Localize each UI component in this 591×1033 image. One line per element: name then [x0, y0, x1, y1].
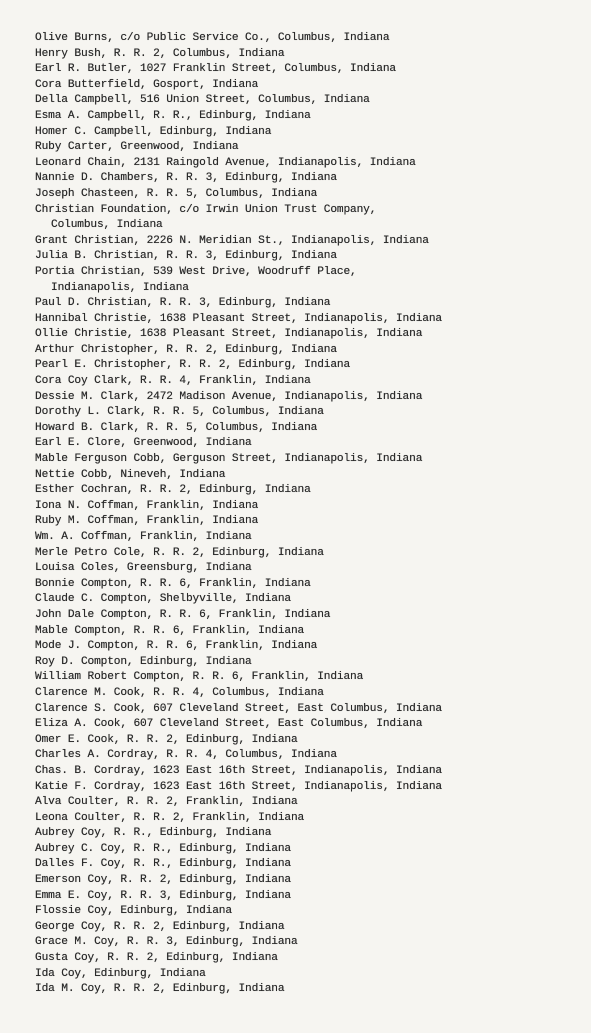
list-item: Ruby Carter, Greenwood, Indiana — [35, 141, 239, 154]
address-list — [35, 31, 575, 998]
list-item: Mode J. Compton, R. R. 6, Franklin, Indiana — [35, 640, 318, 653]
list-item: Ollie Christie, 1638 Pleasant Street, Indianapolis, Indiana — [35, 328, 423, 341]
list-item: Mable Compton, R. R. 6, Franklin, Indiana — [35, 624, 305, 637]
list-item: Indianapolis, Indiana — [51, 281, 189, 294]
list-item: Christian Foundation, c/o Irwin Union Trust Company, — [35, 203, 377, 216]
list-item: Julia B. Christian, R. R. 3, Edinburg, Indiana — [35, 250, 337, 263]
list-item: Emma E. Coy, R. R. 3, Edinburg, Indiana — [35, 889, 291, 902]
list-item: Olive Burns, c/o Public Service Co., Columbus, Indiana — [35, 32, 390, 44]
list-item: Pearl E. Christopher, R. R. 2, Edinburg, Indiana — [35, 359, 351, 372]
list-item: Roy D. Compton, Edinburg, Indiana — [35, 655, 252, 668]
list-item: Wm. A. Coffman, Franklin, Indiana — [35, 531, 252, 543]
list-item: Claude C. Compton, Shelbyville, Indiana — [35, 593, 291, 606]
list-item: Alva Coulter, R. R. 2, Franklin, Indiana — [35, 796, 298, 809]
list-item: Iona N. Coffman, Franklin, Indiana — [35, 499, 259, 512]
list-item: Howard B. Clark, R. R. 5, Columbus, Indiana — [35, 421, 318, 434]
list-item: Flossie Coy, Edinburg, Indiana — [35, 905, 232, 918]
list-item: Nettie Cobb, Nineveh, Indiana — [35, 468, 226, 481]
list-item: Grant Christian, 2226 N. Meridian St., Indianapolis, Indiana — [35, 234, 429, 247]
list-item: Aubrey C. Coy, R. R., Edinburg, Indiana — [35, 842, 291, 855]
list-item: Cora Butterfield, Gosport, Indiana — [35, 78, 259, 91]
list-item: Columbus, Indiana — [51, 219, 163, 232]
list-item: Homer C. Campbell, Edinburg, Indiana — [35, 125, 272, 138]
list-item: Ida M. Coy, R. R. 2, Edinburg, Indiana — [35, 983, 285, 996]
list-item: Mable Ferguson Cobb, Gerguson Street, Indianapolis, Indiana — [35, 453, 423, 466]
list-item: Hannibal Christie, 1638 Pleasant Street, Indianapolis, Indiana — [35, 312, 442, 325]
list-item: Henry Bush, R. R. 2, Columbus, Indiana — [35, 47, 285, 60]
list-item: Della Campbell, 516 Union Street, Columbus, Indiana — [35, 94, 370, 107]
list-item: Nannie D. Chambers, R. R. 3, Edinburg, Indiana — [35, 172, 337, 185]
list-item: Esma A. Campbell, R. R., Edinburg, Indiana — [35, 109, 311, 122]
list-item: Cora Coy Clark, R. R. 4, Franklin, Indiana — [35, 375, 311, 388]
list-item: Eliza A. Cook, 607 Cleveland Street, East Columbus, Indiana — [35, 718, 423, 731]
list-item: Dalles F. Coy, R. R., Edinburg, Indiana — [35, 858, 291, 871]
list-item: Omer E. Cook, R. R. 2, Edinburg, Indiana — [35, 733, 298, 746]
list-item: Chas. B. Cordray, 1623 East 16th Street, Indianapolis, Indiana — [35, 764, 442, 777]
list-item: Clarence M. Cook, R. R. 4, Columbus, Indiana — [35, 686, 324, 699]
list-item: Arthur Christopher, R. R. 2, Edinburg, Indiana — [35, 343, 337, 356]
list-item: Esther Cochran, R. R. 2, Edinburg, Indiana — [35, 484, 311, 497]
list-item: Ida Coy, Edinburg, Indiana — [35, 967, 206, 980]
list-item: Gusta Coy, R. R. 2, Edinburg, Indiana — [35, 952, 278, 965]
list-item: Joseph Chasteen, R. R. 5, Columbus, Indiana — [35, 187, 318, 200]
list-item: Portia Christian, 539 West Drive, Woodruff Place, — [35, 265, 357, 278]
list-item: Emerson Coy, R. R. 2, Edinburg, Indiana — [35, 874, 291, 887]
list-item: Ruby M. Coffman, Franklin, Indiana — [35, 515, 259, 528]
list-item: George Coy, R. R. 2, Edinburg, Indiana — [35, 920, 285, 933]
list-item: Clarence S. Cook, 607 Cleveland Street, East Columbus, Indiana — [35, 702, 442, 715]
list-item: Katie F. Cordray, 1623 East 16th Street, Indianapolis, Indiana — [35, 780, 442, 793]
list-item: Merle Petro Cole, R. R. 2, Edinburg, Indiana — [35, 546, 324, 559]
list-item: John Dale Compton, R. R. 6, Franklin, Indiana — [35, 608, 331, 621]
list-item: Grace M. Coy, R. R. 3, Edinburg, Indiana — [35, 936, 298, 949]
list-item: William Robert Compton, R. R. 6, Franklin, Indiana — [35, 671, 364, 684]
list-item: Earl E. Clore, Greenwood, Indiana — [35, 437, 252, 450]
list-item: Bonnie Compton, R. R. 6, Franklin, Indiana — [35, 577, 311, 590]
list-item: Charles A. Cordray, R. R. 4, Columbus, Indiana — [35, 749, 337, 762]
list-item: Leona Coulter, R. R. 2, Franklin, Indiana — [35, 811, 305, 824]
list-item: Leonard Chain, 2131 Raingold Avenue, Indianapolis, Indiana — [35, 156, 416, 169]
list-item: Louisa Coles, Greensburg, Indiana — [35, 562, 252, 575]
list-item: Earl R. Butler, 1027 Franklin Street, Columbus, Indiana — [35, 63, 396, 76]
list-item: Paul D. Christian, R. R. 3, Edinburg, Indiana — [35, 297, 331, 310]
list-item: Dessie M. Clark, 2472 Madison Avenue, Indianapolis, Indiana — [35, 390, 423, 403]
list-item: Aubrey Coy, R. R., Edinburg, Indiana — [35, 827, 272, 840]
list-item: Dorothy L. Clark, R. R. 5, Columbus, Indiana — [35, 406, 324, 419]
